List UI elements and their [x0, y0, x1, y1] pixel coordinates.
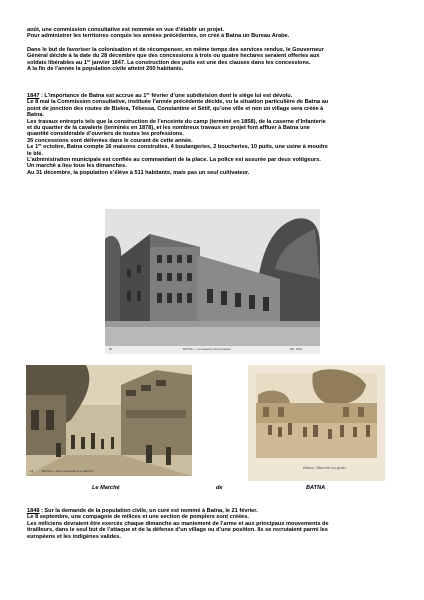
text-line: tirailleurs, dans le seul but de l’attaque et de la défense d’un village ou d’une position. Ils se recrutaient parmi les: [27, 527, 328, 534]
text-line: quantité considérable d’ouvriers de toutes les professions.: [27, 131, 184, 138]
caption-le-marche: Le Marché: [92, 485, 120, 491]
text-line: Le 8 mai la Commission consultative, instituée l’année précédente décide, vu la situation particulière de Batna au: [27, 99, 329, 106]
superscript: er: [87, 58, 91, 63]
photo-caption-number: 18: [30, 469, 34, 473]
caption-de: de: [216, 485, 223, 491]
text-fragment: : L’importance de Batna est accrue au 1: [39, 93, 147, 99]
text-line: Un marché a lieu tous les dimanches.: [27, 163, 127, 170]
text-line: Pour administrer les territoires conquis les années précédentes, on créé à Batna un Bureau Arabe.: [27, 33, 290, 40]
text-line: Batna.: [27, 112, 45, 119]
colonisation-paragraph: [27, 47, 399, 73]
text-fragment: Le 1: [27, 144, 39, 151]
barracks-photo: [105, 209, 320, 354]
year-heading-1847: 1847: [27, 93, 40, 99]
text-line: A la fin de l’année la population civile atteint 200 habitants.: [27, 66, 184, 73]
text-line: européens et les indigènes valides.: [27, 533, 121, 540]
year-1847-paragraph: [27, 93, 399, 176]
photo-caption-number: 50: [109, 347, 113, 351]
text-line: Général décide à la date du 28 décembre que des concessions à trois ou quatre hectares seraient offertes aux: [27, 53, 320, 60]
caption-batna: BATNA: [306, 485, 326, 491]
text-fragment: octobre, Batna compte 16 maisons construites, 4 boulangeries, 2 boucheries, 10 puits, une usine à moudre: [41, 144, 328, 151]
year-heading-1848: 1848: [27, 508, 40, 514]
photo-handwritten-caption: Batna / Marché au grain: [303, 465, 346, 470]
photo-caption-credit: ND. Phot.: [290, 347, 304, 351]
text-line: Le 8 septembre, une compagnie de milices et une section de pompiers sont créées.: [27, 514, 249, 521]
grain-market-photo: [248, 365, 385, 481]
year-1848-paragraph: [27, 508, 399, 540]
text-fragment: janvier 1847. La construction des puits est une des clauses dans les concessions.: [90, 59, 311, 66]
intro-paragraph: [27, 27, 399, 40]
text-line: L’administration municipale est confiée au commandant de la place. La police est assurée par deux voltigeurs.: [27, 157, 321, 164]
text-line: 35 concessions sont délivrées dans le courant de cette année.: [27, 137, 193, 144]
photo-caption-title: BATNA — Rue Gambetta et le Marché: [42, 469, 94, 473]
text-fragment: février d’une subdivision dont le siège lui est dévolu.: [149, 93, 293, 99]
text-line: point de jonction des routes de Biskra, Tébessa, Constantine et Sétif, qu’une ville et non un village sera créée à: [27, 105, 324, 112]
photo-caption-title: BATNA — La Caserne des Zouaves: [183, 347, 231, 351]
text-fragment: : Sur la demande de la population civile, un curé est nommé à Batna, le 21 février.: [39, 508, 258, 514]
superscript: er: [38, 143, 42, 148]
text-line: et du quartier de la cavalerie (terminés en 1878), et les nombreux travaux en projet font affluer à Batna une: [27, 125, 310, 132]
text-line: Dans le but de favoriser la colonisation et de récompenser, en même temps des services rendus, le Gouverneur: [27, 47, 324, 53]
text-line: Les miliciens devraient être exercés chaque dimanche au maniement de l’arme et aux principaux mouvements de: [27, 520, 329, 527]
text-line: Au 31 décembre, la population s’élève à 511 habitants, mais pas un seul cultivateur.: [27, 169, 250, 176]
text-fragment: soldats libérables au 1: [27, 59, 88, 66]
text-line: le blé.: [27, 150, 43, 157]
superscript: er: [146, 92, 150, 96]
text-line: août, une commission consultative est nommée en vue d’établir un projet.: [27, 27, 225, 33]
text-line: Les travaux entrepris tels que la construction de l’enceinte du camp (terminé en 1858), de la caserne d’Infanterie: [27, 118, 326, 125]
market-street-photo: [26, 365, 192, 476]
